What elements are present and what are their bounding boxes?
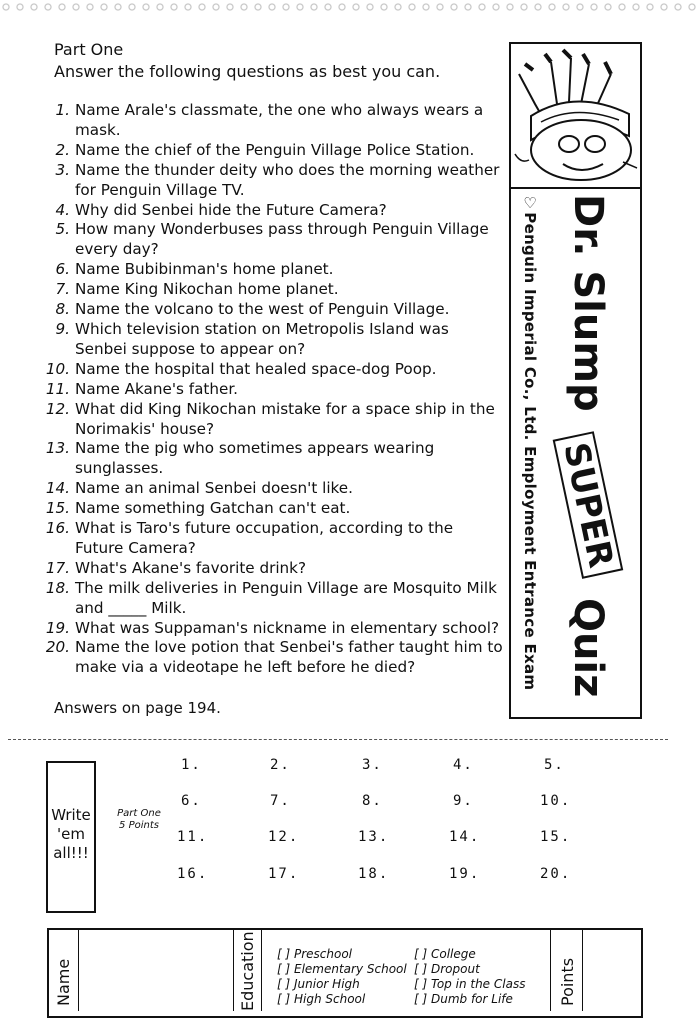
question-number: 14. [45, 479, 70, 498]
instructions: Answer the following questions as best you can. [54, 62, 441, 81]
question-number: 5. [55, 220, 70, 239]
answer-slot-number[interactable]: 8. [362, 793, 383, 809]
question-text: Name Akane's father. [75, 379, 238, 398]
question-text: What did King Nikochan mistake for a space ship in the Norimakis' house? [75, 399, 495, 438]
education-option[interactable]: [ ] Elementary School [277, 962, 407, 976]
cut-line-divider [8, 739, 668, 740]
answers-reference: Answers on page 194. [54, 699, 221, 717]
education-option[interactable]: [ ] Dumb for Life [414, 992, 513, 1006]
education-option[interactable]: [ ] Junior High [277, 977, 360, 991]
education-option[interactable]: [ ] Preschool [277, 947, 353, 961]
answer-slot-number[interactable]: 12. [268, 829, 300, 845]
question-text: What's Akane's favorite drink? [75, 558, 307, 577]
answer-slot-number[interactable]: 15. [540, 829, 572, 845]
education-option[interactable]: [ ] College [414, 947, 476, 961]
question-item [44, 439, 504, 479]
question-number: 6. [55, 260, 70, 279]
question-item [44, 280, 504, 300]
question-item [44, 559, 504, 579]
answer-slot-number[interactable]: 16. [177, 866, 209, 882]
question-text: Name King Nikochan home planet. [75, 280, 339, 299]
question-number: 15. [45, 499, 70, 518]
title-super-box: SUPER [553, 431, 624, 579]
answer-slot-number[interactable]: 7. [270, 793, 291, 809]
question-item [44, 499, 504, 519]
question-number: 3. [55, 160, 70, 179]
question-item [44, 400, 504, 440]
answer-slot-number[interactable]: 10. [540, 793, 572, 809]
question-item [44, 141, 504, 161]
question-item [44, 201, 504, 221]
question-number: 10. [45, 359, 70, 378]
question-text: Name the chief of the Penguin Village Police Station. [75, 140, 475, 159]
answer-slot-number[interactable]: 4. [453, 757, 474, 773]
answer-slot-number[interactable]: 9. [453, 793, 474, 809]
title-dr-slump: Dr. Slump [565, 194, 611, 412]
form-divider [233, 929, 234, 1011]
decorative-border [0, 0, 700, 14]
question-text: Name the hospital that healed space-dog Poop. [75, 359, 437, 378]
question-number: 4. [55, 200, 70, 219]
question-text: Name the volcano to the west of Penguin Village. [75, 300, 450, 319]
form-divider [582, 929, 583, 1011]
question-number: 7. [55, 280, 70, 299]
answer-slot-number[interactable]: 13. [358, 829, 390, 845]
question-text: What is Taro's future occupation, according to the Future Camera? [75, 519, 454, 557]
question-number: 2. [55, 140, 70, 159]
question-number: 9. [55, 319, 70, 338]
answer-slot-number[interactable]: 18. [358, 866, 390, 882]
answer-slot-number[interactable]: 1. [181, 757, 202, 773]
quiz-title [555, 194, 621, 698]
question-item [44, 380, 504, 400]
question-item [44, 260, 504, 280]
question-text: Name something Gatchan can't eat. [75, 499, 351, 518]
question-text: Name Bubibinman's home planet. [75, 260, 334, 279]
question-item [44, 300, 504, 320]
form-divider [78, 929, 79, 1011]
question-item [44, 519, 504, 559]
exam-subtitle: ♡Penguin Imperial Co., Ltd. Employment Entrance Exam [521, 194, 539, 691]
question-text: Name the pig who sometimes appears wearing sunglasses. [75, 439, 435, 478]
question-text: Name the thunder deity who does the morning weather for Penguin Village TV. [75, 160, 500, 199]
question-item [44, 360, 504, 380]
question-item [44, 320, 504, 360]
answer-slot-number[interactable]: 2. [270, 757, 291, 773]
answer-slot-number[interactable]: 5. [544, 757, 565, 773]
question-number: 18. [45, 578, 70, 597]
question-number: 1. [55, 101, 70, 119]
answer-slot-number[interactable]: 3. [362, 757, 383, 773]
side-title-panel [509, 42, 642, 719]
question-text: Why did Senbei hide the Future Camera? [75, 200, 387, 219]
question-number: 16. [45, 519, 70, 538]
education-option[interactable]: [ ] High School [277, 992, 366, 1006]
question-number: 17. [45, 558, 70, 577]
part-title: Part One [54, 40, 124, 59]
question-text: Which television station on Metropolis Island was Senbei suppose to appear on? [75, 319, 449, 358]
education-option[interactable]: [ ] Top in the Class [414, 977, 526, 991]
question-number: 12. [45, 399, 70, 418]
question-item [44, 101, 504, 141]
answer-slot-number[interactable]: 14. [449, 829, 481, 845]
question-number: 19. [45, 618, 70, 637]
answer-slot-number[interactable]: 19. [449, 866, 481, 882]
answer-slot-number[interactable]: 20. [540, 866, 572, 882]
form-divider [550, 929, 551, 1011]
question-item [44, 161, 504, 201]
question-item [44, 479, 504, 499]
question-text: How many Wonderbuses pass through Penguin Village every day? [75, 220, 489, 259]
question-list [44, 101, 504, 678]
name-label: Name [54, 958, 73, 1006]
question-item [44, 638, 504, 678]
question-item [44, 619, 504, 639]
question-number: 20. [45, 638, 70, 657]
question-item [44, 220, 504, 260]
education-option[interactable]: [ ] Dropout [414, 962, 480, 976]
answer-slot-number[interactable]: 11. [177, 829, 209, 845]
education-label: Education [238, 931, 257, 1011]
character-drawing-icon [511, 44, 640, 185]
answer-slot-number[interactable]: 6. [181, 793, 202, 809]
answer-slot-number[interactable]: 17. [268, 866, 300, 882]
form-divider [261, 929, 262, 1011]
character-illustration [511, 44, 640, 189]
part-points-label: Part One 5 Points [117, 808, 161, 831]
write-em-all-label: Write 'em all!!! [51, 806, 91, 862]
question-text: What was Suppaman's nickname in elementary school? [75, 618, 500, 637]
title-quiz: Quiz [565, 597, 611, 698]
question-number: 13. [45, 439, 70, 458]
question-text: The milk deliveries in Penguin Village are Mosquito Milk and _____ Milk. [75, 578, 497, 617]
question-text: Name an animal Senbei doesn't like. [75, 479, 353, 498]
question-text: Name Arale's classmate, the one who always wears a mask. [75, 101, 484, 139]
question-text: Name the love potion that Senbei's father taught him to make via a videotape he left before he died? [75, 638, 503, 677]
question-number: 8. [55, 300, 70, 319]
question-number: 11. [45, 379, 70, 398]
points-label: Points [558, 957, 577, 1006]
question-item [44, 579, 504, 619]
